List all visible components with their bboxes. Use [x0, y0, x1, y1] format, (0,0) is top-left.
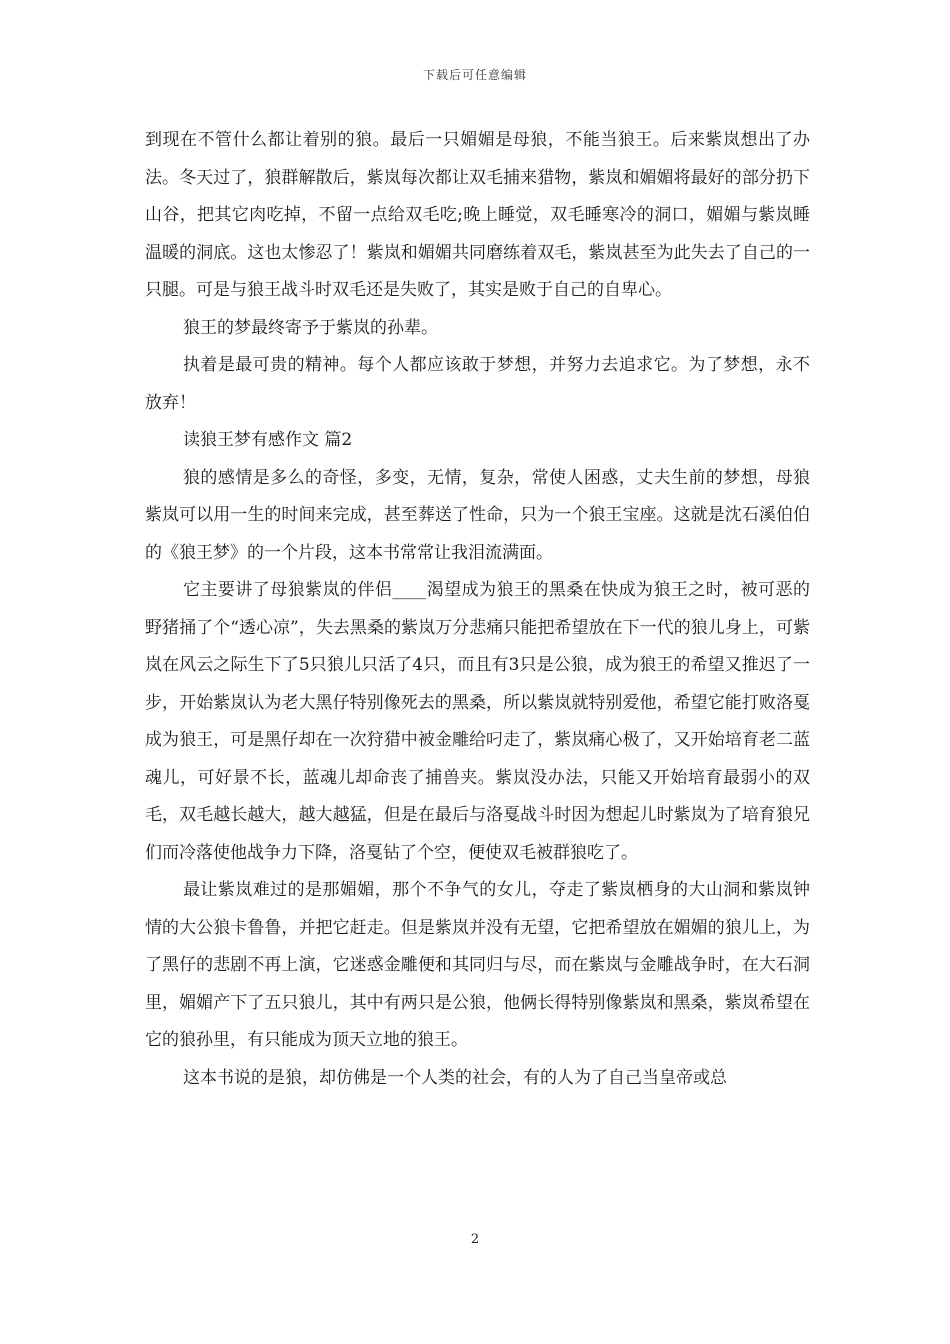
- paragraph: 狼的感情是多么的奇怪，多变，无情，复杂，常使人困惑，丈夫生前的梦想，母狼紫岚可以用一生的时间来完成，甚至葬送了性命，只为一个狼王宝座。这就是沈石溪伯伯的《狼王梦》的一个片段，这本书常常让我泪流满面。: [145, 467, 810, 563]
- paragraph: 最让紫岚难过的是那媚媚，那个不争气的女儿，夺走了紫岚栖身的大山洞和紫岚钟情的大公狼卡鲁鲁，并把它赶走。但是紫岚并没有无望，它把希望放在媚媚的狼儿上，为了黑仔的悲剧不再上演，它迷惑金雕便和其同归与尽，而在紫岚与金雕战争时，在大石洞里，媚媚产下了五只狼儿，其中有两只是公狼，他俩长得特别像紫岚和黑桑，紫岚希望在它的狼孙里，有只能成为顶天立地的狼王。: [145, 880, 810, 1050]
- paragraph: 狼王的梦最终寄予于紫岚的孙辈。: [183, 317, 438, 338]
- paragraph: 它主要讲了母狼紫岚的伴侣____渴望成为狼王的黑桑在快成为狼王之时，被可恶的野猪捅了个“透心凉”，失去黑桑的紫岚万分悲痛只能把希望放在下一代的狼儿身上，可紫岚在风云之际生下了5只狼儿只活了4只，而且有3只是公狼，成为狼王的希望又推迟了一步，开始紫岚认为老大黑仔特别像死去的黑桑，所以紫岚就特别爱他，希望它能打败洛戛成为狼王，可是黑仔却在一次狩猎中被金雕给叼走了，紫岚痛心极了，又开始培育老二蓝魂儿，可好景不长，蓝魂儿却命丧了捕兽夹。紫岚没办法，只能又开始培育最弱小的双毛，双毛越长越大，越大越猛，但是在最后与洛戛战斗时因为想起儿时紫岚为了培育狼兄们而冷落使他战争力下降，洛戛钻了个空，便使双毛被群狼吃了。: [145, 580, 810, 863]
- paragraph: 执着是最可贵的精神。每个人都应该敢于梦想，并努力去追求它。为了梦想，永不放弃！: [145, 355, 810, 413]
- page-number: 2: [470, 1232, 480, 1247]
- paragraph-continuation: 到现在不管什么都让着别的狼。最后一只媚媚是母狼，不能当狼王。后来紫岚想出了办法。冬天过了，狼群解散后，紫岚每次都让双毛捕来猎物，紫岚和媚媚将最好的部分扔下山谷，把其它肉吃掉，不留一点给双毛吃;晚上睡觉，双毛睡寒冷的洞口，媚媚与紫岚睡温暖的洞底。这也太惨忍了！紫岚和媚媚共同磨练着双毛，紫岚甚至为此失去了自己的一只腿。可是与狼王战斗时双毛还是失败了，其实是败于自己的自卑心。: [145, 130, 810, 300]
- document-body: [145, 122, 810, 1097]
- page-header: 下载后可任意编辑: [422, 68, 527, 82]
- section-heading: 读狼王梦有感作文 篇2: [183, 430, 353, 450]
- paragraph: 这本书说的是狼，却仿佛是一个人类的社会，有的人为了自己当皇帝或总: [183, 1067, 727, 1088]
